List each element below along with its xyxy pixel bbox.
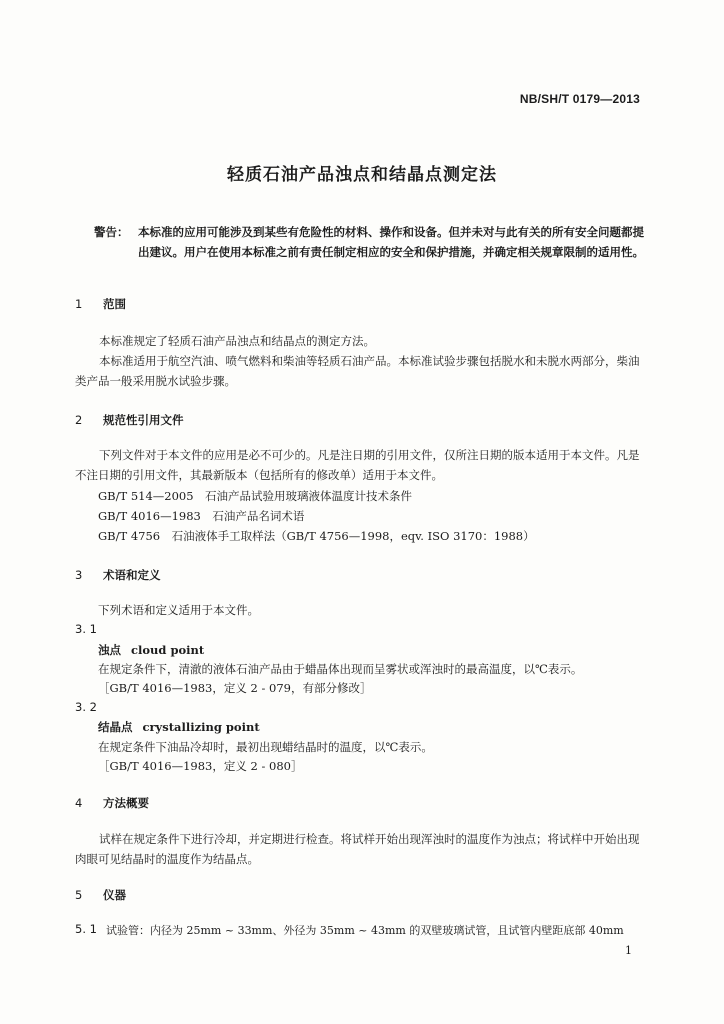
document-title: 轻质石油产品浊点和结晶点测定法 [227,165,497,185]
term-number: 3. 2 [75,700,97,714]
term-english: crystallizing point [142,720,260,734]
reference-item: GB/T 4016—1983 石油产品名词术语 [98,509,305,523]
standard-code: NB/SH/T 0179—2013 [519,92,640,106]
term-chinese: 浊点 [98,643,121,657]
section-title: 术语和定义 [103,568,161,582]
section-title: 方法概要 [103,796,149,810]
section-4-paragraph-1: 试样在规定条件下进行冷却，并定期进行检查。将试样开始出现浑浊时的温度作为浊点；将试样中开始出现肉眼可见结晶时的温度作为结晶点。 [75,832,640,866]
section-title: 范围 [103,297,126,311]
warning-block [94,222,644,262]
section-title: 规范性引用文件 [103,413,184,427]
warning-label: 警告： [94,225,129,239]
section-1-heading [75,296,126,312]
term-chinese: 结晶点 [98,720,133,734]
section-3-heading [75,567,161,583]
section-number: 4 [75,796,83,810]
term-reference: ［GB/T 4016—1983，定义 2 - 080］ [98,759,303,773]
section-2-paragraph-1: 下列文件对于本文件的应用是必不可少的。凡是注日期的引用文件，仅所注日期的版本适用于本文件。凡是不注日期的引用文件，其最新版本（包括所有的修改单）适用于本文件。 [75,448,640,482]
section-title: 仪器 [103,888,126,902]
section-number: 1 [75,297,83,311]
section-1-paragraph-1: 本标准规定了轻质石油产品浊点和结晶点的测定方法。 [99,334,375,348]
term-heading [98,719,260,735]
clause-number: 5. 1 [75,922,97,936]
page-number: 1 [625,944,632,957]
reference-item: GB/T 514—2005 石油产品试验用玻璃液体温度计技术条件 [98,489,413,503]
section-number: 2 [75,413,83,427]
section-number: 3 [75,568,83,582]
reference-item: GB/T 4756 石油液体手工取样法（GB/T 4756—1998，eqv. ISO 3170：1988） [98,529,535,543]
term-definition: 在规定条件下，清澈的液体石油产品由于蜡晶体出现而呈雾状或浑浊时的最高温度，以℃表示。 [98,662,583,676]
term-reference: ［GB/T 4016—1983，定义 2 - 079，有部分修改］ [98,681,372,695]
section-1-paragraph-2: 本标准适用于航空汽油、喷气燃料和柴油等轻质石油产品。本标准试验步骤包括脱水和未脱水两部分，柴油类产品一般采用脱水试验步骤。 [75,354,640,388]
section-4-heading [75,795,149,811]
warning-text: 本标准的应用可能涉及到某些有危险性的材料、操作和设备。但并未对与此有关的所有安全问题都提出建议。用户在使用本标准之前有责任制定相应的安全和保护措施，并确定相关规章限制的适用性。 [138,225,644,259]
section-number: 5 [75,888,83,902]
section-2-heading [75,412,184,428]
term-english: cloud point [131,643,205,657]
term-heading [98,642,204,658]
term-definition: 在规定条件下油品冷却时，最初出现蜡结晶时的温度，以℃表示。 [98,740,433,754]
clause-text: 试验管：内径为 25mm ~ 33mm、外径为 35mm ~ 43mm 的双壁玻璃试管，且试管内壁距底部 40mm [106,924,624,937]
section-3-paragraph-1: 下列术语和定义适用于本文件。 [98,603,259,617]
term-number: 3. 1 [75,622,97,636]
section-5-heading [75,887,126,903]
